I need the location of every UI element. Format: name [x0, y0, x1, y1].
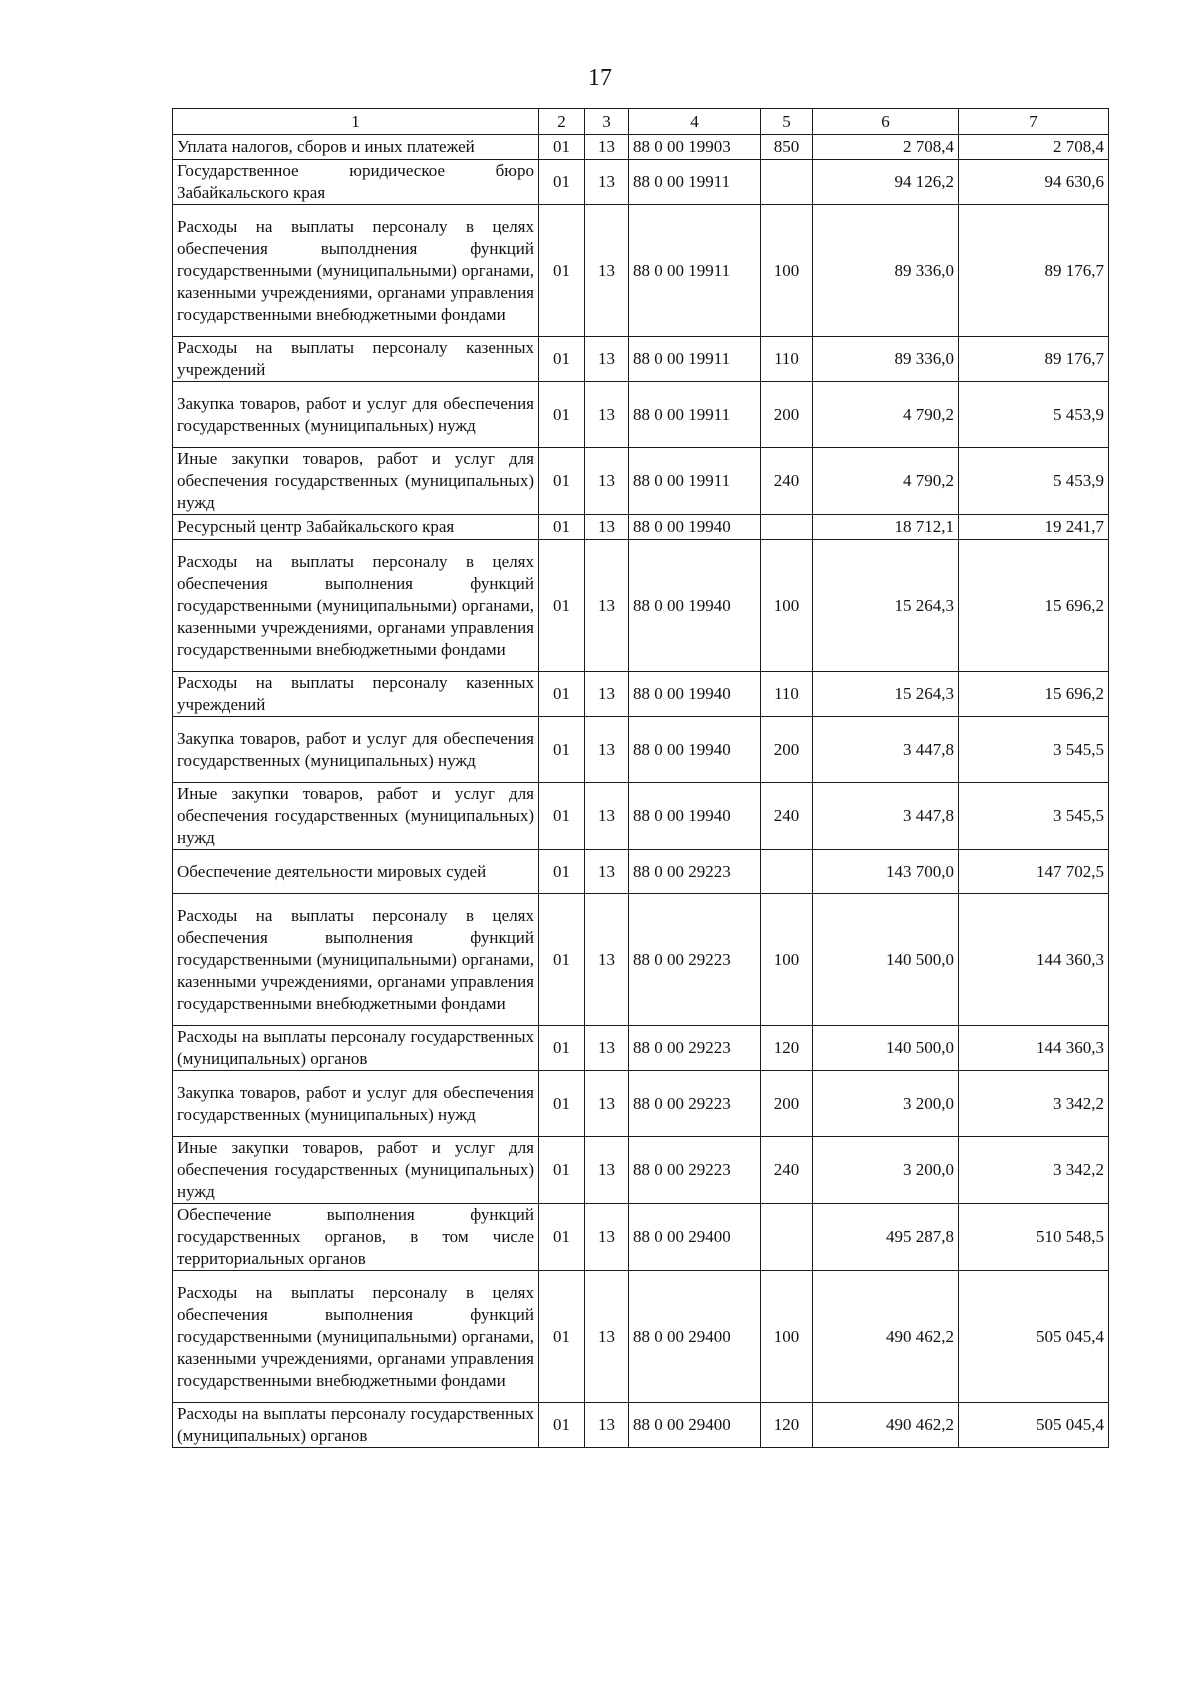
row-name-cell: Обеспечение деятельности мировых судей	[173, 850, 539, 894]
row-name-cell: Иные закупки товаров, работ и услуг для обеспечения государственных (муниципальных) нужд	[173, 783, 539, 850]
expense-type-cell: 120	[761, 1403, 813, 1448]
amount-year1-cell: 490 462,2	[813, 1403, 959, 1448]
target-article-cell: 88 0 00 19911	[629, 382, 761, 448]
target-article-cell: 88 0 00 19911	[629, 160, 761, 205]
col-header-4: 4	[629, 109, 761, 135]
expense-type-cell: 100	[761, 894, 813, 1026]
expense-type-cell: 100	[761, 1271, 813, 1403]
expense-type-cell	[761, 515, 813, 540]
subsection-code-cell: 13	[585, 783, 629, 850]
section-code-cell: 01	[539, 894, 585, 1026]
amount-year2-cell: 15 696,2	[959, 672, 1109, 717]
amount-year2-cell: 144 360,3	[959, 894, 1109, 1026]
table-row	[173, 1026, 1109, 1071]
amount-year1-cell: 15 264,3	[813, 672, 959, 717]
subsection-code-cell: 13	[585, 672, 629, 717]
row-name-cell: Расходы на выплаты персоналу казенных учреждений	[173, 672, 539, 717]
expense-type-cell: 100	[761, 205, 813, 337]
expense-type-cell: 240	[761, 448, 813, 515]
amount-year1-cell: 490 462,2	[813, 1271, 959, 1403]
table-row	[173, 135, 1109, 160]
target-article-cell: 88 0 00 29223	[629, 894, 761, 1026]
amount-year2-cell: 510 548,5	[959, 1204, 1109, 1271]
target-article-cell: 88 0 00 19911	[629, 448, 761, 515]
target-article-cell: 88 0 00 19940	[629, 717, 761, 783]
amount-year1-cell: 495 287,8	[813, 1204, 959, 1271]
subsection-code-cell: 13	[585, 1271, 629, 1403]
amount-year2-cell: 144 360,3	[959, 1026, 1109, 1071]
row-name-cell: Обеспечение выполнения функций государственных органов, в том числе территориальных органов	[173, 1204, 539, 1271]
subsection-code-cell: 13	[585, 717, 629, 783]
table-row	[173, 717, 1109, 783]
table-row	[173, 337, 1109, 382]
target-article-cell: 88 0 00 19911	[629, 337, 761, 382]
target-article-cell: 88 0 00 19940	[629, 515, 761, 540]
row-name-cell: Иные закупки товаров, работ и услуг для обеспечения государственных (муниципальных) нужд	[173, 448, 539, 515]
subsection-code-cell: 13	[585, 1071, 629, 1137]
section-code-cell: 01	[539, 783, 585, 850]
amount-year2-cell: 89 176,7	[959, 205, 1109, 337]
subsection-code-cell: 13	[585, 337, 629, 382]
target-article-cell: 88 0 00 29400	[629, 1271, 761, 1403]
amount-year2-cell: 3 342,2	[959, 1071, 1109, 1137]
target-article-cell: 88 0 00 29223	[629, 850, 761, 894]
col-header-6: 6	[813, 109, 959, 135]
amount-year2-cell: 2 708,4	[959, 135, 1109, 160]
page-number: 17	[588, 65, 612, 91]
amount-year1-cell: 140 500,0	[813, 1026, 959, 1071]
col-header-7: 7	[959, 109, 1109, 135]
table-header	[173, 109, 1109, 135]
section-code-cell: 01	[539, 337, 585, 382]
table-row	[173, 1271, 1109, 1403]
section-code-cell: 01	[539, 382, 585, 448]
table-row	[173, 1204, 1109, 1271]
section-code-cell: 01	[539, 448, 585, 515]
section-code-cell: 01	[539, 1271, 585, 1403]
section-code-cell: 01	[539, 205, 585, 337]
expense-type-cell	[761, 1204, 813, 1271]
target-article-cell: 88 0 00 29223	[629, 1026, 761, 1071]
section-code-cell: 01	[539, 1071, 585, 1137]
expense-type-cell: 110	[761, 672, 813, 717]
row-name-cell: Закупка товаров, работ и услуг для обеспечения государственных (муниципальных) нужд	[173, 717, 539, 783]
row-name-cell: Государственное юридическое бюро Забайкальского края	[173, 160, 539, 205]
amount-year1-cell: 89 336,0	[813, 205, 959, 337]
amount-year2-cell: 15 696,2	[959, 540, 1109, 672]
table-row	[173, 850, 1109, 894]
expense-type-cell: 200	[761, 382, 813, 448]
section-code-cell: 01	[539, 850, 585, 894]
amount-year1-cell: 89 336,0	[813, 337, 959, 382]
row-name-cell: Расходы на выплаты персоналу казенных учреждений	[173, 337, 539, 382]
amount-year2-cell: 505 045,4	[959, 1271, 1109, 1403]
header-row	[173, 109, 1109, 135]
section-code-cell: 01	[539, 1137, 585, 1204]
expense-type-cell: 200	[761, 717, 813, 783]
subsection-code-cell: 13	[585, 1204, 629, 1271]
subsection-code-cell: 13	[585, 1026, 629, 1071]
subsection-code-cell: 13	[585, 515, 629, 540]
row-name-cell: Закупка товаров, работ и услуг для обеспечения государственных (муниципальных) нужд	[173, 382, 539, 448]
row-name-cell: Расходы на выплаты персоналу государственных (муниципальных) органов	[173, 1403, 539, 1448]
expense-type-cell	[761, 850, 813, 894]
row-name-cell: Иные закупки товаров, работ и услуг для обеспечения государственных (муниципальных) нужд	[173, 1137, 539, 1204]
target-article-cell: 88 0 00 29400	[629, 1204, 761, 1271]
amount-year1-cell: 18 712,1	[813, 515, 959, 540]
row-name-cell: Расходы на выплаты персоналу в целях обеспечения выполнения функций государственными (муниципальными) органами, казенными учреждениями, органами управления государственными внебюджетными фондами	[173, 894, 539, 1026]
section-code-cell: 01	[539, 1026, 585, 1071]
table-row	[173, 515, 1109, 540]
row-name-cell: Расходы на выплаты персоналу в целях обеспечения выполнения функций государственными (муниципальными) органами, казенными учреждениями, органами управления государственными внебюджетными фондами	[173, 540, 539, 672]
amount-year2-cell: 89 176,7	[959, 337, 1109, 382]
amount-year2-cell: 3 545,5	[959, 783, 1109, 850]
row-name-cell: Расходы на выплаты персоналу в целях обеспечения выполнения функций государственными (муниципальными) органами, казенными учреждениями, органами управления государственными внебюджетными фондами	[173, 1271, 539, 1403]
section-code-cell: 01	[539, 717, 585, 783]
subsection-code-cell: 13	[585, 382, 629, 448]
amount-year1-cell: 3 200,0	[813, 1137, 959, 1204]
amount-year1-cell: 3 447,8	[813, 783, 959, 850]
table-row	[173, 382, 1109, 448]
table-row	[173, 540, 1109, 672]
table-row	[173, 205, 1109, 337]
expense-type-cell: 200	[761, 1071, 813, 1137]
table-row	[173, 160, 1109, 205]
expense-type-cell: 100	[761, 540, 813, 672]
row-name-cell: Расходы на выплаты персоналу государственных (муниципальных) органов	[173, 1026, 539, 1071]
amount-year2-cell: 505 045,4	[959, 1403, 1109, 1448]
section-code-cell: 01	[539, 1403, 585, 1448]
table-row	[173, 672, 1109, 717]
col-header-3: 3	[585, 109, 629, 135]
expense-type-cell: 120	[761, 1026, 813, 1071]
target-article-cell: 88 0 00 19940	[629, 540, 761, 672]
amount-year2-cell: 3 342,2	[959, 1137, 1109, 1204]
expense-type-cell: 110	[761, 337, 813, 382]
subsection-code-cell: 13	[585, 850, 629, 894]
amount-year1-cell: 143 700,0	[813, 850, 959, 894]
target-article-cell: 88 0 00 19940	[629, 783, 761, 850]
target-article-cell: 88 0 00 19903	[629, 135, 761, 160]
table-row	[173, 1137, 1109, 1204]
section-code-cell: 01	[539, 672, 585, 717]
amount-year1-cell: 15 264,3	[813, 540, 959, 672]
target-article-cell: 88 0 00 29223	[629, 1137, 761, 1204]
subsection-code-cell: 13	[585, 205, 629, 337]
amount-year2-cell: 147 702,5	[959, 850, 1109, 894]
amount-year1-cell: 4 790,2	[813, 448, 959, 515]
subsection-code-cell: 13	[585, 1137, 629, 1204]
col-header-2: 2	[539, 109, 585, 135]
amount-year2-cell: 5 453,9	[959, 382, 1109, 448]
expense-type-cell: 240	[761, 1137, 813, 1204]
row-name-cell: Закупка товаров, работ и услуг для обеспечения государственных (муниципальных) нужд	[173, 1071, 539, 1137]
table-body	[173, 135, 1109, 1448]
row-name-cell: Ресурсный центр Забайкальского края	[173, 515, 539, 540]
amount-year1-cell: 3 200,0	[813, 1071, 959, 1137]
target-article-cell: 88 0 00 29223	[629, 1071, 761, 1137]
section-code-cell: 01	[539, 515, 585, 540]
target-article-cell: 88 0 00 19911	[629, 205, 761, 337]
subsection-code-cell: 13	[585, 894, 629, 1026]
table-row	[173, 1071, 1109, 1137]
section-code-cell: 01	[539, 135, 585, 160]
table-row	[173, 783, 1109, 850]
expense-type-cell: 850	[761, 135, 813, 160]
section-code-cell: 01	[539, 1204, 585, 1271]
expense-type-cell	[761, 160, 813, 205]
table-row	[173, 894, 1109, 1026]
amount-year1-cell: 94 126,2	[813, 160, 959, 205]
expense-type-cell: 240	[761, 783, 813, 850]
section-code-cell: 01	[539, 160, 585, 205]
amount-year2-cell: 19 241,7	[959, 515, 1109, 540]
amount-year2-cell: 94 630,6	[959, 160, 1109, 205]
amount-year2-cell: 3 545,5	[959, 717, 1109, 783]
target-article-cell: 88 0 00 29400	[629, 1403, 761, 1448]
amount-year1-cell: 140 500,0	[813, 894, 959, 1026]
amount-year1-cell: 3 447,8	[813, 717, 959, 783]
subsection-code-cell: 13	[585, 540, 629, 672]
subsection-code-cell: 13	[585, 448, 629, 515]
row-name-cell: Расходы на выплаты персоналу в целях обеспечения выполднения функций государственными (муниципальными) органами, казенными учреждениями, органами управления государственными внебюджетными фондами	[173, 205, 539, 337]
subsection-code-cell: 13	[585, 1403, 629, 1448]
subsection-code-cell: 13	[585, 160, 629, 205]
section-code-cell: 01	[539, 540, 585, 672]
amount-year1-cell: 4 790,2	[813, 382, 959, 448]
target-article-cell: 88 0 00 19940	[629, 672, 761, 717]
subsection-code-cell: 13	[585, 135, 629, 160]
amount-year1-cell: 2 708,4	[813, 135, 959, 160]
col-header-1: 1	[173, 109, 539, 135]
table-row	[173, 448, 1109, 515]
amount-year2-cell: 5 453,9	[959, 448, 1109, 515]
budget-table	[172, 108, 1109, 1448]
col-header-5: 5	[761, 109, 813, 135]
row-name-cell: Уплата налогов, сборов и иных платежей	[173, 135, 539, 160]
table-row	[173, 1403, 1109, 1448]
